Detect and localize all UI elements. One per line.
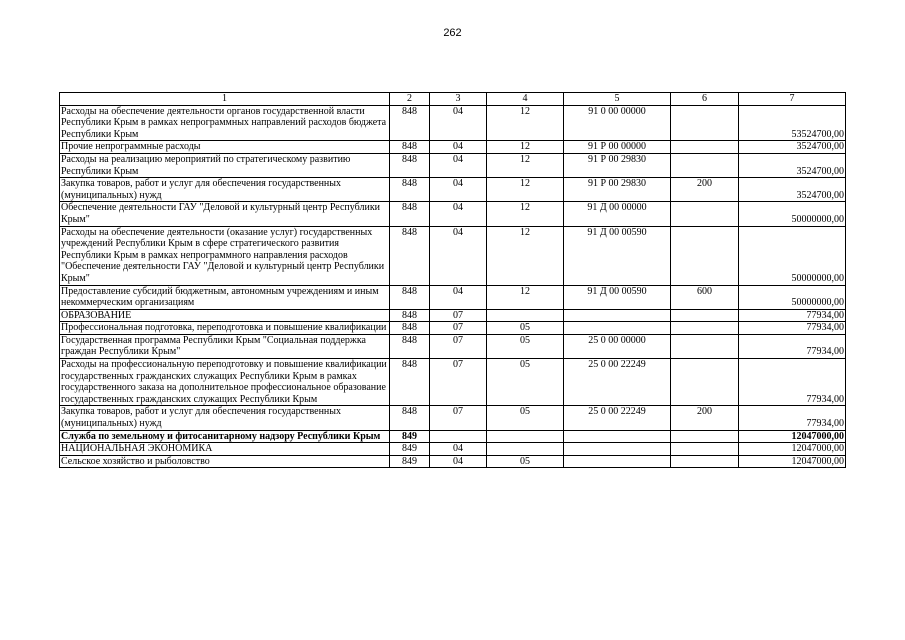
- row-ministry-code: 848: [390, 334, 430, 358]
- header-col-6: 6: [671, 93, 739, 106]
- header-col-3: 3: [430, 93, 487, 106]
- table-row: [60, 153, 846, 177]
- row-target-article: 91 0 00 00000: [564, 105, 671, 141]
- table-row: [60, 141, 846, 154]
- row-section-code: 07: [430, 334, 487, 358]
- row-amount: 12047000,00: [739, 430, 846, 443]
- row-amount: 77934,00: [739, 359, 846, 406]
- row-section-code: 04: [430, 178, 487, 202]
- row-name: Расходы на обеспечение деятельности органов государственной власти Республики Крым в рамках непрограммных направлений расходов бюджета Республики Крым: [60, 105, 390, 141]
- row-expense-type: [671, 359, 739, 406]
- row-name: Закупка товаров, работ и услуг для обеспечения государственных (муниципальных) нужд: [60, 178, 390, 202]
- table-row: [60, 322, 846, 335]
- row-subsection-code: 05: [487, 359, 564, 406]
- row-amount: 3524700,00: [739, 141, 846, 154]
- row-subsection-code: 12: [487, 105, 564, 141]
- table-row: [60, 105, 846, 141]
- row-name: Прочие непрограммные расходы: [60, 141, 390, 154]
- table-row: [60, 226, 846, 285]
- row-amount: 77934,00: [739, 406, 846, 430]
- row-name: Профессиональная подготовка, переподготовка и повышение квалификации: [60, 322, 390, 335]
- row-subsection-code: 05: [487, 334, 564, 358]
- header-col-5: 5: [564, 93, 671, 106]
- row-ministry-code: 848: [390, 178, 430, 202]
- row-expense-type: 200: [671, 178, 739, 202]
- row-amount: 50000000,00: [739, 202, 846, 226]
- row-ministry-code: 849: [390, 443, 430, 456]
- row-name: ОБРАЗОВАНИЕ: [60, 309, 390, 322]
- row-name: Государственная программа Республики Крым "Социальная поддержка граждан Республики Крым": [60, 334, 390, 358]
- header-col-7: 7: [739, 93, 846, 106]
- row-target-article: 91 Д 00 00590: [564, 285, 671, 309]
- budget-table: [59, 92, 846, 468]
- row-section-code: 07: [430, 406, 487, 430]
- row-target-article: [564, 309, 671, 322]
- row-subsection-code: 05: [487, 322, 564, 335]
- row-expense-type: [671, 153, 739, 177]
- row-target-article: [564, 443, 671, 456]
- row-expense-type: [671, 309, 739, 322]
- table-row: [60, 202, 846, 226]
- page-number: 262: [443, 27, 462, 39]
- row-ministry-code: 849: [390, 430, 430, 443]
- row-section-code: 04: [430, 141, 487, 154]
- row-ministry-code: 848: [390, 309, 430, 322]
- row-amount: 50000000,00: [739, 285, 846, 309]
- row-section-code: 07: [430, 322, 487, 335]
- row-subsection-code: 05: [487, 406, 564, 430]
- row-subsection-code: 12: [487, 285, 564, 309]
- table-row: [60, 443, 846, 456]
- row-amount: 12047000,00: [739, 455, 846, 468]
- row-ministry-code: 848: [390, 285, 430, 309]
- row-subsection-code: [487, 430, 564, 443]
- row-target-article: [564, 430, 671, 443]
- row-section-code: 04: [430, 153, 487, 177]
- row-subsection-code: 12: [487, 141, 564, 154]
- table-row: [60, 455, 846, 468]
- row-section-code: 04: [430, 455, 487, 468]
- row-expense-type: [671, 455, 739, 468]
- row-name: Закупка товаров, работ и услуг для обеспечения государственных (муниципальных) нужд: [60, 406, 390, 430]
- row-section-code: 04: [430, 105, 487, 141]
- row-amount: 53524700,00: [739, 105, 846, 141]
- header-col-2: 2: [390, 93, 430, 106]
- table-row: [60, 359, 846, 406]
- row-expense-type: [671, 105, 739, 141]
- row-target-article: 91 Д 00 00000: [564, 202, 671, 226]
- row-expense-type: [671, 443, 739, 456]
- row-name: Обеспечение деятельности ГАУ "Деловой и культурный центр Республики Крым": [60, 202, 390, 226]
- row-expense-type: [671, 141, 739, 154]
- table-row: [60, 406, 846, 430]
- row-target-article: 91 Р 00 29830: [564, 153, 671, 177]
- row-ministry-code: 848: [390, 322, 430, 335]
- row-subsection-code: 12: [487, 153, 564, 177]
- row-ministry-code: 848: [390, 105, 430, 141]
- row-ministry-code: 848: [390, 359, 430, 406]
- row-amount: 77934,00: [739, 309, 846, 322]
- row-expense-type: 200: [671, 406, 739, 430]
- row-amount: 12047000,00: [739, 443, 846, 456]
- row-target-article: [564, 455, 671, 468]
- row-subsection-code: [487, 443, 564, 456]
- row-target-article: 91 Д 00 00590: [564, 226, 671, 285]
- row-name: Служба по земельному и фитосанитарному надзору Республики Крым: [60, 430, 390, 443]
- row-name: Расходы на обеспечение деятельности (оказание услуг) государственных учреждений Республики Крым в сфере стратегического развития Республики Крым в рамках непрограммного направления расходов "Обеспечение деятельности ГАУ "Деловой и культурный центр Республики Крым": [60, 226, 390, 285]
- row-subsection-code: 12: [487, 226, 564, 285]
- row-amount: 77934,00: [739, 334, 846, 358]
- row-section-code: 04: [430, 226, 487, 285]
- row-name: Сельское хозяйство и рыболовство: [60, 455, 390, 468]
- row-ministry-code: 848: [390, 153, 430, 177]
- table-row: [60, 285, 846, 309]
- row-amount: 3524700,00: [739, 153, 846, 177]
- header-col-4: 4: [487, 93, 564, 106]
- table-row: [60, 334, 846, 358]
- row-section-code: 04: [430, 202, 487, 226]
- row-ministry-code: 849: [390, 455, 430, 468]
- row-ministry-code: 848: [390, 141, 430, 154]
- row-target-article: 25 0 00 22249: [564, 406, 671, 430]
- row-name: Расходы на профессиональную переподготовку и повышение квалификации государственных гражданских служащих Республики Крым в рамках государственного заказа на дополнительное профессиональное образование государственных гражданских служащих Республики Крым: [60, 359, 390, 406]
- row-expense-type: [671, 334, 739, 358]
- row-name: Расходы на реализацию мероприятий по стратегическому развитию Республики Крым: [60, 153, 390, 177]
- row-section-code: 07: [430, 309, 487, 322]
- row-amount: 3524700,00: [739, 178, 846, 202]
- row-ministry-code: 848: [390, 202, 430, 226]
- row-section-code: 04: [430, 285, 487, 309]
- table-row: [60, 430, 846, 443]
- header-col-1: 1: [60, 93, 390, 106]
- row-expense-type: [671, 322, 739, 335]
- row-expense-type: [671, 202, 739, 226]
- row-name: НАЦИОНАЛЬНАЯ ЭКОНОМИКА: [60, 443, 390, 456]
- row-target-article: [564, 322, 671, 335]
- row-name: Предоставление субсидий бюджетным, автономным учреждениям и иным некоммерческим организациям: [60, 285, 390, 309]
- row-section-code: 04: [430, 443, 487, 456]
- row-amount: 50000000,00: [739, 226, 846, 285]
- row-target-article: 91 Р 00 29830: [564, 178, 671, 202]
- row-subsection-code: 12: [487, 202, 564, 226]
- row-subsection-code: 12: [487, 178, 564, 202]
- row-ministry-code: 848: [390, 406, 430, 430]
- row-subsection-code: [487, 309, 564, 322]
- header-row: [60, 93, 846, 106]
- row-target-article: 91 Р 00 00000: [564, 141, 671, 154]
- row-amount: 77934,00: [739, 322, 846, 335]
- row-expense-type: [671, 430, 739, 443]
- row-section-code: 07: [430, 359, 487, 406]
- row-ministry-code: 848: [390, 226, 430, 285]
- row-section-code: [430, 430, 487, 443]
- row-expense-type: 600: [671, 285, 739, 309]
- row-target-article: 25 0 00 00000: [564, 334, 671, 358]
- row-expense-type: [671, 226, 739, 285]
- row-target-article: 25 0 00 22249: [564, 359, 671, 406]
- table-row: [60, 309, 846, 322]
- row-subsection-code: 05: [487, 455, 564, 468]
- table-row: [60, 178, 846, 202]
